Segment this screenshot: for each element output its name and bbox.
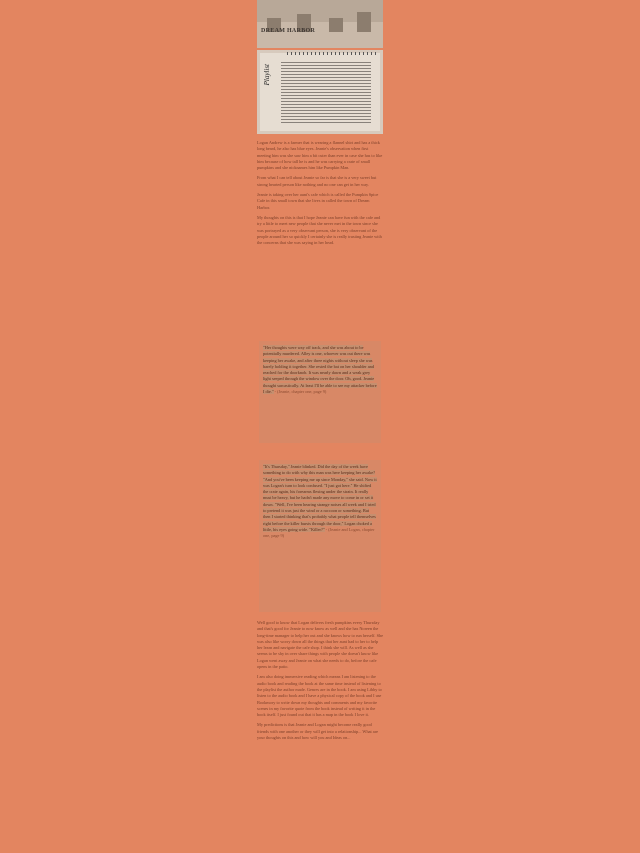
body-text-top	[257, 140, 383, 250]
house-illustration	[329, 18, 343, 32]
paragraph: I am also doing immersive reading which means I am listening to the audio book and reading the book at the same time instead of listening to the playlist the author made. Genres are in the book. I am using Libby to listen to the audio book and I have a physical copy of the book and I use Bookmory to write down my thoughts and comments and my favorite scenes in my favorite quote from the book instead of writing it in the book itself. I just found out that it has a map in the book I love it.	[257, 674, 382, 718]
house-illustration	[357, 12, 371, 32]
playlist-title: Playlist	[263, 64, 271, 86]
quote-text: "It's Thursday," Jeanie blinked. Did the day of the week have something to do with why this man was here keeping her awake? "And you've been keeping me up since Monday," she said. Now it was Logan's turn to look confused. "I just got here." He shifted the crate again, his forearms flexing under the strain. It really must be heavy, but he hadn't made any move to come in or set it down. "Well, I've been hearing strange noises all week and I tried to pretend it was just the wind or a raccoon or something. But then I started thinking that's probably what people tell themselves right before the killer bursts through the door," Logan choked a little, his eyes going wide. "Killer?"	[263, 464, 377, 532]
book-cover-photo	[257, 0, 383, 48]
quote-text: "Her thoughts were way off track, and she was about to be potentially murdered. Alley is one, whoever was out there was keeping her awake, and after three nights without sleep she was barely holding it together. She rested the bat on her shoulder and reached for the doorknob. It was nearly dawn and a weak grey light seeped through the window over the door. Oh, good. Jeanie thought sarcastically. At least I'll be able to see my attacker before I die."	[263, 345, 377, 395]
song-list-lines	[281, 62, 371, 124]
paragraph: My predictions is that Jeanie and Logan might become really good friends with one another or they will get into a relationship... What are your thoughts on this and how will you and Ideas on...	[257, 722, 379, 741]
playlist-notebook-photo	[257, 50, 383, 134]
body-text-bottom	[257, 620, 383, 745]
paragraph: Logan Andrew is a farmer that is wearing a flannel shirt and has a thick long beard, he also has blue eyes. Jeanie's observation when first meeting him was she saw him a bit cuter than ever in case she has to like him because of how tall he is and he was carrying a crate of small pumpkins and she nicknames him like Pumpkin Man.	[257, 140, 383, 171]
paragraph: Well good to know that Logan delivers fresh pumpkins every Thursday and that's good for Jeanie to now know as well and she has Noreen the long-time manager to help her out and she knows how to run herself. She was also like worry down all the things that her aunt had to her to help her learn and navigate the cafe shop. I think she will. As well as she seems to be shy in over share things with people she doesn't know like Logan went away and Jeanie on what she needs to do, before the cafe opens in the patio.	[257, 620, 384, 670]
paragraph: My thoughts on this is that I hope Jeanie can have fun with the cafe and try a little to meet new people that she never met in the town since she was portrayed as a very observant person, she is very observant of the people around her so quickly I certainly she is really trusting Jeanie with the concerns that she was saying in her head.	[257, 214, 382, 246]
spiral-binding	[287, 52, 377, 55]
quote-block-1	[259, 341, 381, 443]
cover-title: DREAM HARBOR	[261, 28, 316, 34]
quote-block-2	[259, 460, 381, 612]
paragraph: From what I can tell about Jeanie so far is that she is a very sweet but strong hearted person like nothing and no one can get in her way.	[257, 175, 377, 187]
post-column	[257, 0, 383, 853]
quote-citation: - (Jeanie, chapter one, page 9)	[274, 389, 327, 395]
quote-citation: - (Jeanie and Logan, chapter one, page 9)	[263, 526, 375, 539]
paragraph: Jeanie is taking over her aunt's cafe which is called the Pumpkin Spice Cafe in this small town that she lives in called the town of Dream Harbor.	[257, 192, 379, 210]
